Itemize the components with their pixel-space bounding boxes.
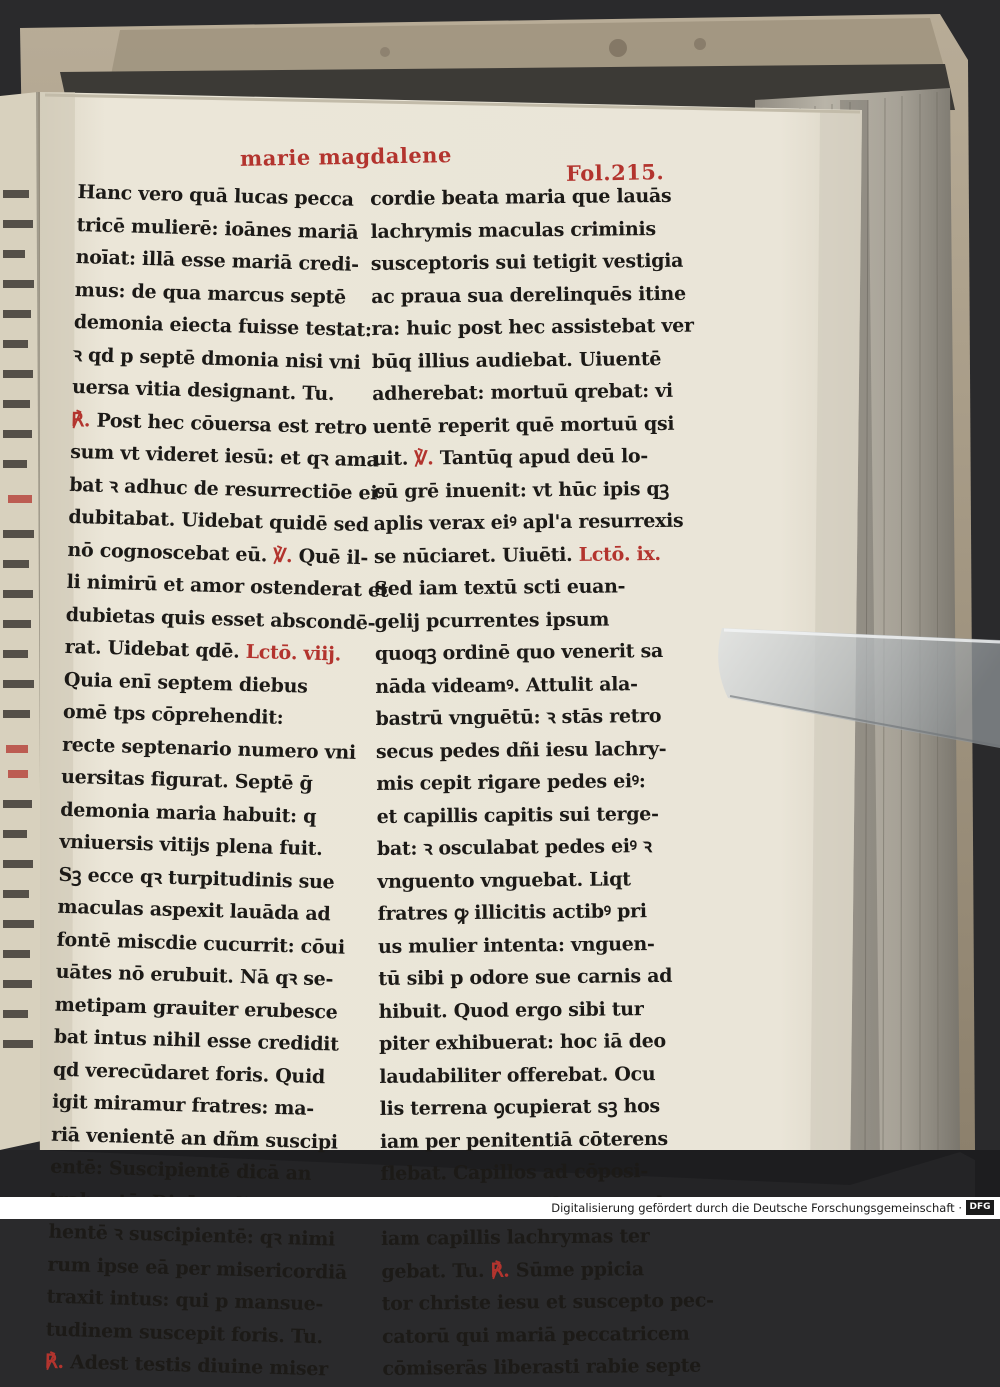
text-line: Sꝫ ecce qꝛ turpitudinis sue bbox=[58, 863, 335, 893]
text-line: fontē miscdie cucurrit: cōui bbox=[56, 928, 346, 959]
text-line: uātes nō erubuit. Nā qꝛ se- bbox=[55, 960, 334, 991]
text-line: omē tps cōprehendit: bbox=[62, 700, 284, 729]
text-line: mis cepit rigare pedes eiꝰ: bbox=[376, 770, 646, 795]
text-line: vnguento vnguebat. Liqt bbox=[377, 867, 631, 893]
text-line: ꝛ qd p septē dmonia nisi vni bbox=[72, 343, 361, 374]
text-line: bat ꝛ adhuc de resurrectiōe eiꝰ bbox=[69, 473, 385, 505]
text-line: cū grē inuenit: vt hūc ipis qꝫ bbox=[373, 477, 669, 503]
text-line: iam per penitentiā cōterens bbox=[379, 1127, 669, 1153]
text-line: metipam grauiter erubesce bbox=[54, 993, 338, 1024]
text-line: demonia maria habuit: q bbox=[60, 798, 317, 828]
text-line: tū sibi p odore sue carnis ad bbox=[378, 964, 673, 990]
text-line: Hanc vero quā lucas pecca bbox=[77, 180, 355, 211]
text-line: Quia enī septem diebus bbox=[63, 668, 308, 698]
text-line: susceptoris sui tetigit vestigia bbox=[370, 249, 684, 275]
text-line: uit. ℣. Tantūq apud deū lo- bbox=[372, 445, 649, 470]
text-line: hentē ꝛ suscipientē: qꝛ nimi bbox=[48, 1220, 336, 1251]
text-line: catorū qui mariā peccatricem bbox=[381, 1322, 690, 1348]
text-line: lis terrena ꝯcupierat sꝫ hos bbox=[379, 1095, 660, 1120]
text-line: uentē reperit quē mortuū qsi bbox=[372, 412, 675, 438]
text-line: piter exhibuerat: hoc iā deo bbox=[378, 1029, 666, 1055]
text-line: gelij pcurrentes ipsum bbox=[374, 608, 610, 633]
text-line: bat: ꝛ osculabat pedes eiꝰ ꝛ bbox=[376, 835, 652, 860]
text-line: noīat: illā esse mariā credi- bbox=[75, 245, 360, 276]
text-line: li nimirū et amor ostenderat et bbox=[66, 570, 389, 602]
text-line: uersitas figurat. Septē ḡ bbox=[60, 765, 313, 795]
text-line: lachrymis maculas criminis bbox=[370, 217, 656, 243]
text-line: rum ipse eā per misericordiā bbox=[47, 1253, 348, 1284]
text-line: gebat. Tu. ℟. Sūme ppicia bbox=[381, 1257, 644, 1283]
text-line: ra: huic post hec assistebat ver bbox=[371, 314, 694, 340]
text-line: dubitabat. Uidebat quidē sed bbox=[68, 505, 370, 537]
text-line: ℟. Adest testis diuine miser bbox=[44, 1350, 329, 1381]
credit-text: Digitalisierung gefördert durch die Deutsche Forschungsgemeinschaft · bbox=[551, 1201, 962, 1215]
text-line: hibuit. Quod ergo sibi tur bbox=[378, 997, 644, 1023]
text-line: uersa vitia designant. Tu. bbox=[71, 375, 335, 406]
text-line: bat intus nihil esse credidit bbox=[53, 1025, 339, 1056]
text-line: aplis verax eiꝰ apl'a resurrexis bbox=[373, 509, 684, 535]
text-line: flebat. Capillos ad cōposi- bbox=[380, 1160, 649, 1185]
text-line: laudabiliter offerebat. Ocu bbox=[379, 1062, 656, 1088]
text-line: bastrū vnguētū: ꝛ stās retro bbox=[375, 704, 662, 730]
text-line: būq illius audiebat. Uiuentē bbox=[371, 347, 662, 373]
text-line: riā venientē an dñm suscipi bbox=[50, 1123, 339, 1154]
text-line: vniuersis vitijs plena fuit. bbox=[59, 830, 323, 861]
text-line: secus pedes dñi iesu lachry- bbox=[375, 737, 667, 763]
text-line: ℟. Post hec cōuersa est retro bbox=[70, 408, 368, 439]
dfg-logo: DFG bbox=[966, 1200, 994, 1215]
text-line: tor christe iesu et suscepto pec- bbox=[381, 1289, 714, 1315]
text-line: fratres ꝙ illicitis actibꝰ pri bbox=[377, 900, 647, 925]
text-line: cōmiserās liberasti rabie septe bbox=[382, 1354, 702, 1380]
credit-bar bbox=[0, 1197, 1000, 1219]
text-line: nō cognoscebat eū. ℣. Quē il- bbox=[67, 538, 369, 569]
text-line: us mulier intenta: vnguen- bbox=[377, 932, 655, 958]
text-line: ac praua sua derelinquēs itine bbox=[371, 282, 686, 308]
text-line: Sed iam textū scti euan- bbox=[374, 575, 626, 600]
running-title: marie magdalene bbox=[239, 142, 453, 171]
text-line: cordie beata maria que lauās bbox=[370, 184, 672, 210]
text-line: dubietas quis esset abscondē- bbox=[65, 603, 376, 634]
text-line: qd verecūdaret foris. Quid bbox=[52, 1058, 326, 1088]
text-line: demonia eiecta fuisse testat: bbox=[73, 310, 372, 342]
text-line: quoqꝫ ordinē quo venerit sa bbox=[374, 639, 664, 665]
text-line: sum vt videret iesū: et qꝛ ama bbox=[69, 440, 379, 472]
text-line: tudinem suscepit foris. Tu. bbox=[45, 1318, 324, 1348]
text-line: entē: Suscipientē dicā an bbox=[50, 1155, 312, 1185]
text-line: igit miramur fratres: ma- bbox=[51, 1090, 315, 1120]
text-line: mus: de qua marcus septē bbox=[74, 278, 347, 309]
text-line: adherebat: mortuū qrebat: vi bbox=[372, 379, 673, 405]
text-line: nāda videamꝰ. Attulit ala- bbox=[375, 672, 638, 698]
text-line: se nūciaret. Uiuēti. Lctō. ix. bbox=[373, 542, 661, 568]
text-line: traxit intus: qui p mansue- bbox=[46, 1285, 324, 1316]
text-line: et capillis capitis sui terge- bbox=[376, 802, 659, 828]
text-line: recte septenario numero vni bbox=[61, 733, 357, 764]
folio-number: Fol.215. bbox=[565, 159, 665, 186]
text-line: iam capillis lachrymas ter bbox=[380, 1225, 650, 1250]
text-line: tricē mulierē: ioānes mariā bbox=[76, 213, 359, 244]
text-line: maculas aspexit lauāda ad bbox=[57, 895, 331, 926]
text-line: rat. Uidebat qdē. Lctō. viij. bbox=[64, 635, 342, 666]
